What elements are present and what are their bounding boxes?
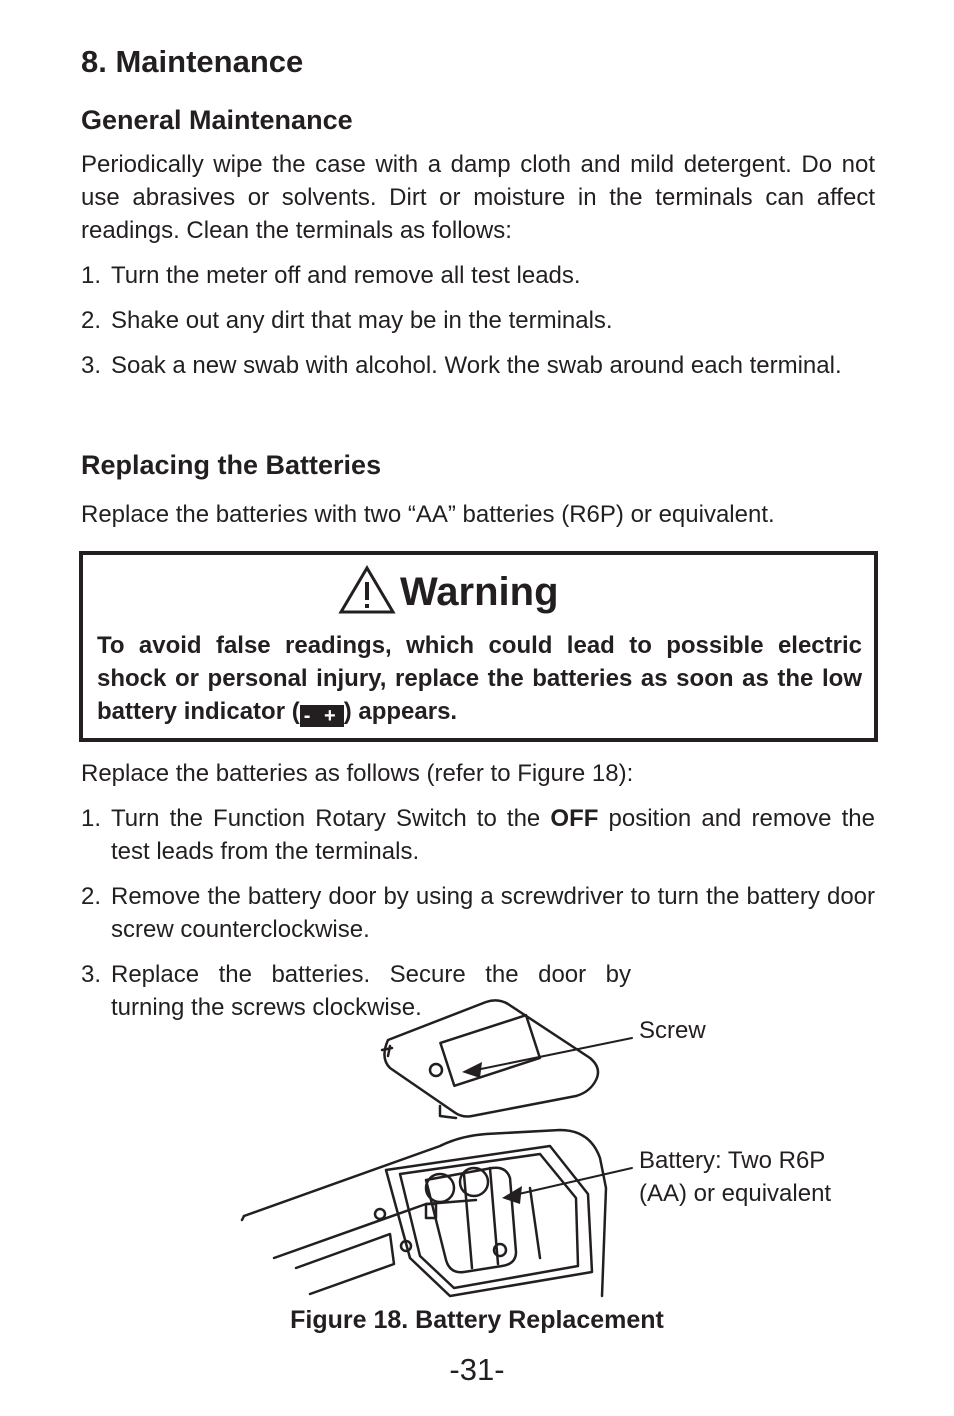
list-item <box>81 880 875 946</box>
figure-18 <box>240 998 880 1298</box>
list-number: 1. <box>81 805 102 832</box>
replacing-batteries-intro: Replace the batteries with two “AA” batteries (R6P) or equivalent. <box>81 501 775 528</box>
list-item <box>81 802 875 868</box>
procedure-intro: Replace the batteries as follows (refer to Figure 18): <box>81 760 634 787</box>
list-text: Turn the meter off and remove all test leads. <box>111 262 581 289</box>
list-text: Shake out any dirt that may be in the terminals. <box>111 307 613 334</box>
list-item <box>81 304 875 337</box>
list-text: Replace the batteries. Secure the door by turning the screws clockwise. <box>111 961 631 1021</box>
general-maintenance-heading: General Maintenance <box>81 105 353 135</box>
list-item <box>81 259 875 292</box>
list-item <box>81 349 875 382</box>
list-number: 3. <box>81 352 102 379</box>
screw-label: Screw <box>639 1017 706 1044</box>
figure-caption: Figure 18. Battery Replacement <box>290 1306 664 1334</box>
page-number: -31- <box>449 1352 505 1387</box>
low-battery-icon: - + <box>300 705 344 727</box>
list-text: Soak a new swab with alcohol. Work the swab around each terminal. <box>111 352 842 379</box>
warning-text-part: To avoid false readings, which could lead to possible electric shock or personal injury, replace the batteries as soon as the low battery indicator ( <box>97 632 862 725</box>
warning-title <box>338 565 559 615</box>
warning-box <box>79 551 878 742</box>
list-number: 2. <box>81 307 102 334</box>
list-text-part: position and remove the test leads from the terminals. <box>111 805 876 865</box>
warning-text-part: ) appears. <box>343 698 458 725</box>
section-title: 8. Maintenance <box>81 44 304 79</box>
battery-label-line-1: Battery: Two R6P <box>639 1147 826 1174</box>
replacing-batteries-heading: Replacing the Batteries <box>81 450 382 480</box>
list-number: 1. <box>81 262 102 289</box>
list-text: Remove the battery door by using a screwdriver to turn the battery door screw counterclockwise. <box>111 883 875 943</box>
list-text-part: Turn the Function Rotary Switch to the <box>111 805 551 832</box>
off-label: OFF <box>550 805 599 832</box>
warning-title-text: Warning <box>400 570 559 614</box>
battery-label-line-2: (AA) or equivalent <box>639 1180 832 1207</box>
general-maintenance-intro: Periodically wipe the case with a damp cloth and mild detergent. Do not use abrasives or solvents. Dirt or moisture in the terminals can affect readings. Clean the terminals as follows: <box>81 151 875 244</box>
warning-text <box>97 629 862 728</box>
warning-triangle-icon <box>338 565 396 615</box>
list-number: 2. <box>81 883 102 910</box>
list-text <box>111 802 875 868</box>
list-number: 3. <box>81 961 102 988</box>
